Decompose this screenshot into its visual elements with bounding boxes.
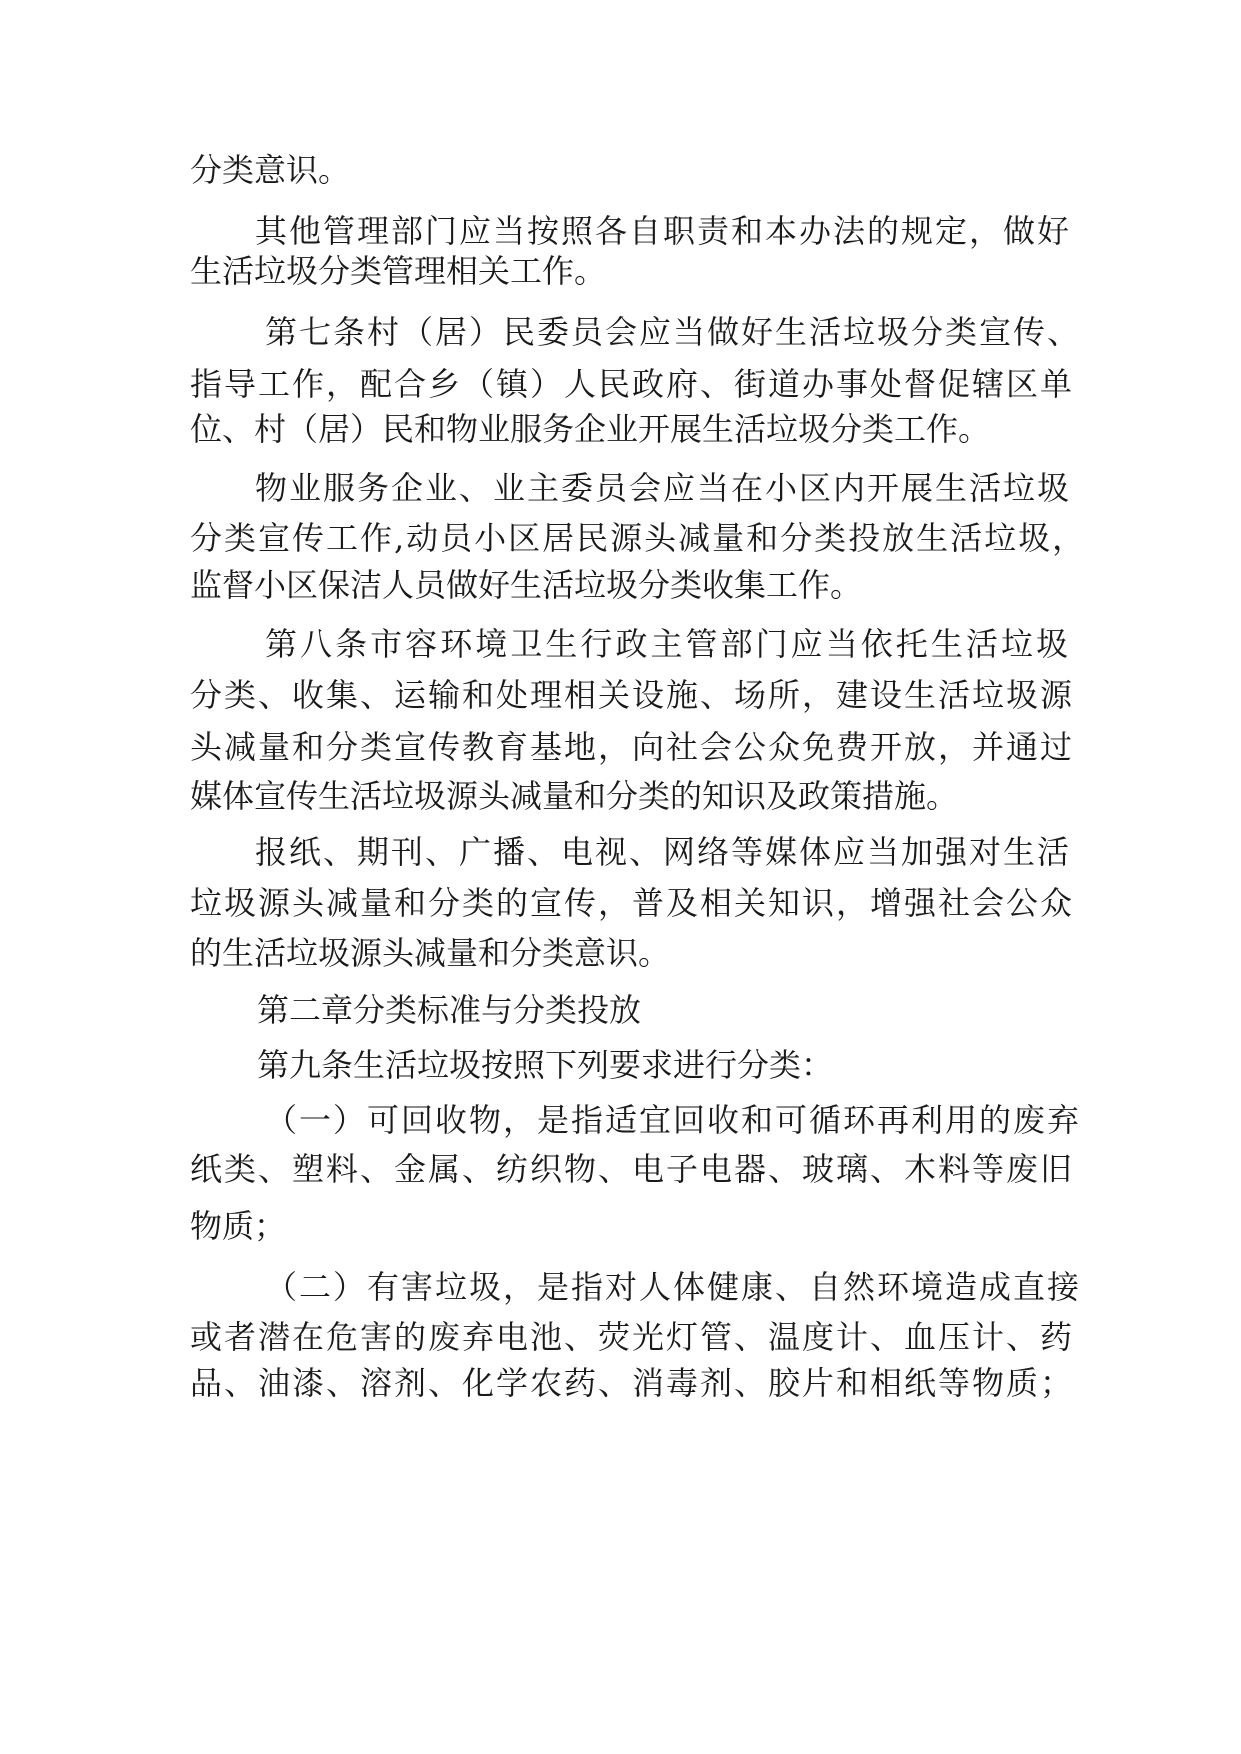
text-line: 纸类、塑料、金属、纺织物、电子电器、玻璃、木料等废旧 [190, 1150, 1075, 1188]
text-line: 其他管理部门应当按照各自职责和本办法的规定，做好 [255, 212, 1072, 250]
text-line: 第七条村（居）民委员会应当做好生活垃圾分类宣传、 [265, 313, 1082, 351]
text-line: 分类、收集、运输和处理相关设施、场所，建设生活垃圾源 [190, 676, 1075, 714]
text-line: 第八条市容环境卫生行政主管部门应当依托生活垃圾 [265, 625, 1070, 663]
chapter-heading: 第二章分类标准与分类投放 [257, 991, 642, 1029]
text-line: 位、村（居）民和物业服务企业开展生活垃圾分类工作。 [190, 410, 991, 448]
text-line: 或者潜在危害的废弃电池、荧光灯管、温度计、血压计、药 [190, 1318, 1075, 1356]
text-line: 头减量和分类宣传教育基地，向社会公众免费开放，并通过 [190, 728, 1075, 766]
text-line: 分类宣传工作,动员小区居民源头减量和分类投放生活垃圾， [190, 519, 1087, 557]
text-line: 第九条生活垃圾按照下列要求进行分类： [257, 1046, 834, 1084]
text-line: 媒体宣传生活垃圾源头减量和分类的知识及政策措施。 [190, 777, 959, 815]
text-line: 指导工作，配合乡（镇）人民政府、街道办事处督促辖区单 [190, 365, 1075, 403]
text-line: 监督小区保洁人员做好生活垃圾分类收集工作。 [190, 566, 863, 604]
text-line: 报纸、期刊、广播、电视、网络等媒体应当加强对生活 [255, 833, 1072, 871]
text-line: 分类意识。 [190, 151, 351, 189]
text-line: 物业服务企业、业主委员会应当在小区内开展生活垃圾 [255, 469, 1072, 507]
text-line: 生活垃圾分类管理相关工作。 [190, 252, 607, 290]
text-line: 垃圾源头减量和分类的宣传，普及相关知识，增强社会公众 [190, 884, 1075, 922]
text-line: 的生活垃圾源头减量和分类意识。 [190, 934, 671, 972]
text-line: （一）可回收物，是指适宜回收和可循环再利用的废弃 [265, 1101, 1082, 1139]
text-line: （二）有害垃圾，是指对人体健康、自然环境造成直接 [265, 1268, 1082, 1306]
text-line: 品、油漆、溶剂、化学农药、消毒剂、胶片和相纸等物质； [190, 1364, 1075, 1402]
text-line: 物质； [190, 1207, 287, 1245]
